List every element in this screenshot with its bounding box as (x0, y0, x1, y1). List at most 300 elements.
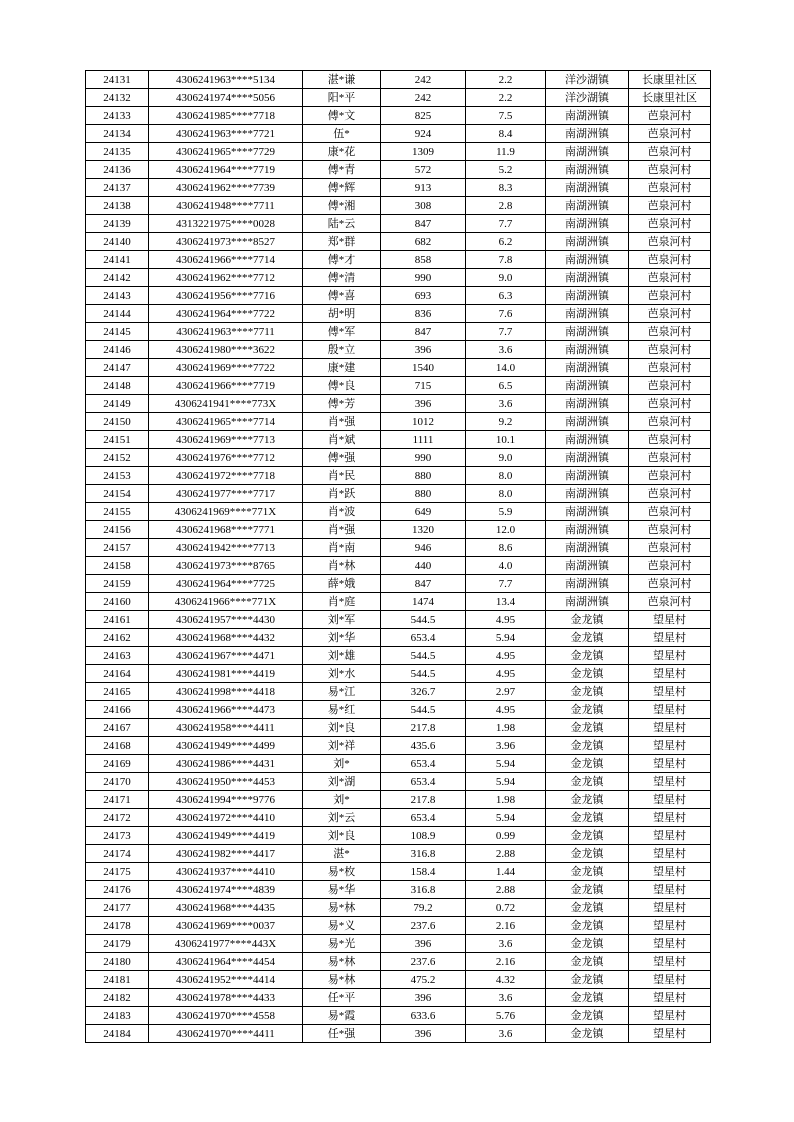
cell-quantity: 2.97 (466, 683, 546, 701)
cell-amount: 858 (381, 251, 466, 269)
cell-amount: 1474 (381, 593, 466, 611)
cell-village: 芭泉河村 (629, 107, 711, 125)
cell-serial-number: 24141 (86, 251, 149, 269)
cell-id-number: 4306241963****5134 (149, 71, 303, 89)
table-row (86, 269, 711, 287)
table-row (86, 1025, 711, 1043)
cell-name: 易*华 (303, 881, 381, 899)
cell-amount: 1309 (381, 143, 466, 161)
cell-quantity: 2.88 (466, 881, 546, 899)
cell-id-number: 4313221975****0028 (149, 215, 303, 233)
table-row (86, 377, 711, 395)
cell-name: 易*林 (303, 899, 381, 917)
table-row (86, 431, 711, 449)
cell-quantity: 3.6 (466, 1025, 546, 1043)
cell-town: 南湖洲镇 (546, 557, 629, 575)
cell-name: 阳*平 (303, 89, 381, 107)
cell-quantity: 5.94 (466, 773, 546, 791)
cell-quantity: 3.6 (466, 989, 546, 1007)
cell-town: 南湖洲镇 (546, 395, 629, 413)
cell-amount: 237.6 (381, 953, 466, 971)
cell-amount: 653.4 (381, 773, 466, 791)
cell-quantity: 7.8 (466, 251, 546, 269)
cell-village: 望星村 (629, 755, 711, 773)
cell-amount: 836 (381, 305, 466, 323)
cell-serial-number: 24131 (86, 71, 149, 89)
cell-amount: 435.6 (381, 737, 466, 755)
cell-amount: 544.5 (381, 701, 466, 719)
cell-quantity: 7.7 (466, 323, 546, 341)
cell-serial-number: 24158 (86, 557, 149, 575)
cell-village: 望星村 (629, 719, 711, 737)
cell-quantity: 1.44 (466, 863, 546, 881)
cell-amount: 847 (381, 323, 466, 341)
table-row (86, 737, 711, 755)
table-row (86, 341, 711, 359)
table-row (86, 503, 711, 521)
cell-village: 望星村 (629, 611, 711, 629)
cell-village: 长康里社区 (629, 71, 711, 89)
cell-village: 芭泉河村 (629, 539, 711, 557)
cell-serial-number: 24184 (86, 1025, 149, 1043)
cell-amount: 396 (381, 395, 466, 413)
cell-serial-number: 24159 (86, 575, 149, 593)
cell-serial-number: 24181 (86, 971, 149, 989)
cell-quantity: 5.2 (466, 161, 546, 179)
cell-town: 南湖洲镇 (546, 449, 629, 467)
cell-id-number: 4306241964****7722 (149, 305, 303, 323)
cell-amount: 653.4 (381, 809, 466, 827)
cell-id-number: 4306241950****4453 (149, 773, 303, 791)
cell-town: 南湖洲镇 (546, 251, 629, 269)
cell-name: 刘*良 (303, 719, 381, 737)
table-row (86, 1007, 711, 1025)
cell-village: 芭泉河村 (629, 503, 711, 521)
cell-serial-number: 24161 (86, 611, 149, 629)
cell-id-number: 4306241977****7717 (149, 485, 303, 503)
cell-serial-number: 24140 (86, 233, 149, 251)
table-row (86, 989, 711, 1007)
cell-serial-number: 24151 (86, 431, 149, 449)
table-row (86, 593, 711, 611)
cell-name: 易*林 (303, 971, 381, 989)
cell-amount: 682 (381, 233, 466, 251)
cell-town: 金龙镇 (546, 629, 629, 647)
cell-amount: 544.5 (381, 647, 466, 665)
cell-name: 易*林 (303, 953, 381, 971)
cell-town: 南湖洲镇 (546, 287, 629, 305)
cell-quantity: 1.98 (466, 719, 546, 737)
cell-town: 金龙镇 (546, 809, 629, 827)
cell-town: 金龙镇 (546, 899, 629, 917)
cell-town: 南湖洲镇 (546, 485, 629, 503)
cell-serial-number: 24178 (86, 917, 149, 935)
table-row (86, 701, 711, 719)
cell-id-number: 4306241963****7721 (149, 125, 303, 143)
cell-village: 望星村 (629, 773, 711, 791)
cell-name: 刘* (303, 791, 381, 809)
cell-village: 芭泉河村 (629, 431, 711, 449)
cell-quantity: 8.3 (466, 179, 546, 197)
cell-name: 郑*群 (303, 233, 381, 251)
cell-village: 芭泉河村 (629, 485, 711, 503)
cell-village: 芭泉河村 (629, 287, 711, 305)
cell-town: 金龙镇 (546, 647, 629, 665)
cell-village: 望星村 (629, 917, 711, 935)
cell-quantity: 7.7 (466, 215, 546, 233)
cell-id-number: 4306241962****7739 (149, 179, 303, 197)
cell-id-number: 4306241941****773X (149, 395, 303, 413)
cell-name: 殷*立 (303, 341, 381, 359)
cell-town: 金龙镇 (546, 845, 629, 863)
cell-amount: 544.5 (381, 611, 466, 629)
cell-id-number: 4306241980****3622 (149, 341, 303, 359)
table-row (86, 125, 711, 143)
cell-quantity: 3.6 (466, 935, 546, 953)
cell-village: 芭泉河村 (629, 467, 711, 485)
table-row (86, 827, 711, 845)
cell-quantity: 8.4 (466, 125, 546, 143)
cell-name: 刘*良 (303, 827, 381, 845)
cell-town: 金龙镇 (546, 989, 629, 1007)
cell-serial-number: 24152 (86, 449, 149, 467)
cell-town: 金龙镇 (546, 719, 629, 737)
cell-id-number: 4306241974****5056 (149, 89, 303, 107)
cell-town: 南湖洲镇 (546, 197, 629, 215)
cell-quantity: 6.5 (466, 377, 546, 395)
cell-serial-number: 24172 (86, 809, 149, 827)
table-row (86, 881, 711, 899)
table-row (86, 611, 711, 629)
table-row (86, 971, 711, 989)
cell-village: 芭泉河村 (629, 143, 711, 161)
cell-serial-number: 24134 (86, 125, 149, 143)
cell-town: 南湖洲镇 (546, 341, 629, 359)
cell-amount: 1320 (381, 521, 466, 539)
cell-serial-number: 24166 (86, 701, 149, 719)
cell-quantity: 4.95 (466, 611, 546, 629)
cell-town: 洋沙湖镇 (546, 71, 629, 89)
cell-quantity: 0.99 (466, 827, 546, 845)
table-row (86, 521, 711, 539)
cell-name: 傅*清 (303, 269, 381, 287)
cell-name: 傅*才 (303, 251, 381, 269)
cell-amount: 924 (381, 125, 466, 143)
table-row (86, 557, 711, 575)
cell-village: 芭泉河村 (629, 197, 711, 215)
cell-name: 肖*庭 (303, 593, 381, 611)
cell-amount: 1111 (381, 431, 466, 449)
cell-village: 望星村 (629, 953, 711, 971)
cell-serial-number: 24162 (86, 629, 149, 647)
cell-serial-number: 24163 (86, 647, 149, 665)
cell-town: 南湖洲镇 (546, 467, 629, 485)
cell-serial-number: 24179 (86, 935, 149, 953)
cell-town: 南湖洲镇 (546, 593, 629, 611)
cell-quantity: 1.98 (466, 791, 546, 809)
cell-village: 芭泉河村 (629, 521, 711, 539)
cell-town: 金龙镇 (546, 683, 629, 701)
cell-id-number: 4306241949****4419 (149, 827, 303, 845)
cell-quantity: 2.2 (466, 89, 546, 107)
cell-id-number: 4306241972****7718 (149, 467, 303, 485)
cell-id-number: 4306241969****7722 (149, 359, 303, 377)
cell-village: 望星村 (629, 989, 711, 1007)
table-row (86, 899, 711, 917)
cell-name: 傅*湘 (303, 197, 381, 215)
cell-name: 陆*云 (303, 215, 381, 233)
cell-quantity: 8.0 (466, 485, 546, 503)
cell-town: 南湖洲镇 (546, 431, 629, 449)
cell-name: 湛* (303, 845, 381, 863)
table-row (86, 449, 711, 467)
cell-serial-number: 24170 (86, 773, 149, 791)
cell-id-number: 4306241967****4471 (149, 647, 303, 665)
cell-village: 芭泉河村 (629, 125, 711, 143)
cell-serial-number: 24143 (86, 287, 149, 305)
cell-id-number: 4306241957****4430 (149, 611, 303, 629)
table-row (86, 233, 711, 251)
cell-village: 望星村 (629, 629, 711, 647)
cell-amount: 880 (381, 467, 466, 485)
cell-serial-number: 24168 (86, 737, 149, 755)
table-row (86, 719, 711, 737)
cell-name: 肖*民 (303, 467, 381, 485)
cell-amount: 396 (381, 341, 466, 359)
cell-village: 望星村 (629, 791, 711, 809)
cell-serial-number: 24176 (86, 881, 149, 899)
cell-id-number: 4306241966****7714 (149, 251, 303, 269)
cell-village: 望星村 (629, 1007, 711, 1025)
cell-name: 薛*娥 (303, 575, 381, 593)
table-row (86, 863, 711, 881)
cell-id-number: 4306241973****8527 (149, 233, 303, 251)
cell-amount: 316.8 (381, 881, 466, 899)
table-row (86, 197, 711, 215)
cell-town: 金龙镇 (546, 1025, 629, 1043)
cell-name: 傅*强 (303, 449, 381, 467)
cell-id-number: 4306241964****7719 (149, 161, 303, 179)
cell-town: 金龙镇 (546, 791, 629, 809)
table-row (86, 845, 711, 863)
cell-name: 刘*军 (303, 611, 381, 629)
cell-village: 芭泉河村 (629, 215, 711, 233)
cell-id-number: 4306241985****7718 (149, 107, 303, 125)
table-row (86, 305, 711, 323)
cell-town: 南湖洲镇 (546, 305, 629, 323)
cell-amount: 693 (381, 287, 466, 305)
cell-id-number: 4306241956****7716 (149, 287, 303, 305)
cell-name: 易*红 (303, 701, 381, 719)
cell-quantity: 2.2 (466, 71, 546, 89)
cell-amount: 990 (381, 449, 466, 467)
cell-quantity: 6.3 (466, 287, 546, 305)
cell-village: 望星村 (629, 845, 711, 863)
cell-name: 易*霞 (303, 1007, 381, 1025)
cell-quantity: 2.88 (466, 845, 546, 863)
table-row (86, 917, 711, 935)
cell-amount: 475.2 (381, 971, 466, 989)
cell-quantity: 14.0 (466, 359, 546, 377)
cell-town: 金龙镇 (546, 971, 629, 989)
cell-serial-number: 24144 (86, 305, 149, 323)
table-row (86, 107, 711, 125)
cell-village: 芭泉河村 (629, 557, 711, 575)
cell-quantity: 8.6 (466, 539, 546, 557)
cell-serial-number: 24154 (86, 485, 149, 503)
cell-village: 芭泉河村 (629, 395, 711, 413)
cell-village: 望星村 (629, 647, 711, 665)
cell-id-number: 4306241968****4435 (149, 899, 303, 917)
table-row (86, 953, 711, 971)
cell-amount: 1012 (381, 413, 466, 431)
cell-quantity: 3.6 (466, 341, 546, 359)
cell-id-number: 4306241966****7719 (149, 377, 303, 395)
cell-quantity: 6.2 (466, 233, 546, 251)
cell-village: 芭泉河村 (629, 359, 711, 377)
cell-id-number: 4306241937****4410 (149, 863, 303, 881)
records-table (85, 70, 711, 1043)
cell-amount: 158.4 (381, 863, 466, 881)
cell-amount: 108.9 (381, 827, 466, 845)
cell-amount: 847 (381, 215, 466, 233)
cell-town: 南湖洲镇 (546, 179, 629, 197)
cell-town: 南湖洲镇 (546, 161, 629, 179)
cell-serial-number: 24173 (86, 827, 149, 845)
table-row (86, 143, 711, 161)
cell-village: 望星村 (629, 827, 711, 845)
cell-town: 金龙镇 (546, 1007, 629, 1025)
table-row (86, 323, 711, 341)
cell-id-number: 4306241948****7711 (149, 197, 303, 215)
cell-id-number: 4306241986****4431 (149, 755, 303, 773)
cell-village: 望星村 (629, 935, 711, 953)
cell-village: 望星村 (629, 701, 711, 719)
cell-quantity: 5.94 (466, 809, 546, 827)
cell-amount: 990 (381, 269, 466, 287)
cell-town: 洋沙湖镇 (546, 89, 629, 107)
cell-amount: 544.5 (381, 665, 466, 683)
cell-name: 刘*雄 (303, 647, 381, 665)
cell-name: 傅*文 (303, 107, 381, 125)
cell-name: 刘*祥 (303, 737, 381, 755)
cell-town: 金龙镇 (546, 773, 629, 791)
cell-serial-number: 24145 (86, 323, 149, 341)
cell-quantity: 2.8 (466, 197, 546, 215)
cell-quantity: 4.32 (466, 971, 546, 989)
cell-village: 望星村 (629, 665, 711, 683)
cell-amount: 880 (381, 485, 466, 503)
cell-serial-number: 24138 (86, 197, 149, 215)
cell-village: 芭泉河村 (629, 449, 711, 467)
cell-village: 望星村 (629, 971, 711, 989)
cell-amount: 396 (381, 989, 466, 1007)
cell-id-number: 4306241972****4410 (149, 809, 303, 827)
cell-name: 肖*波 (303, 503, 381, 521)
cell-town: 金龙镇 (546, 737, 629, 755)
cell-town: 南湖洲镇 (546, 503, 629, 521)
cell-town: 南湖洲镇 (546, 125, 629, 143)
cell-name: 刘*云 (303, 809, 381, 827)
table-row (86, 755, 711, 773)
cell-id-number: 4306241969****7713 (149, 431, 303, 449)
table-row (86, 287, 711, 305)
cell-id-number: 4306241964****7725 (149, 575, 303, 593)
cell-id-number: 4306241966****4473 (149, 701, 303, 719)
cell-village: 长康里社区 (629, 89, 711, 107)
cell-id-number: 4306241969****771X (149, 503, 303, 521)
cell-quantity: 3.96 (466, 737, 546, 755)
cell-town: 南湖洲镇 (546, 233, 629, 251)
cell-amount: 440 (381, 557, 466, 575)
cell-serial-number: 24153 (86, 467, 149, 485)
cell-serial-number: 24157 (86, 539, 149, 557)
cell-quantity: 9.0 (466, 449, 546, 467)
cell-quantity: 2.16 (466, 953, 546, 971)
table-row (86, 935, 711, 953)
cell-amount: 242 (381, 71, 466, 89)
cell-amount: 217.8 (381, 719, 466, 737)
records-table-body (86, 71, 711, 1043)
cell-name: 傅*军 (303, 323, 381, 341)
table-row (86, 179, 711, 197)
cell-town: 金龙镇 (546, 701, 629, 719)
cell-name: 肖*跃 (303, 485, 381, 503)
table-row (86, 629, 711, 647)
cell-village: 望星村 (629, 683, 711, 701)
cell-town: 南湖洲镇 (546, 215, 629, 233)
cell-id-number: 4306241964****4454 (149, 953, 303, 971)
cell-village: 芭泉河村 (629, 323, 711, 341)
cell-serial-number: 24164 (86, 665, 149, 683)
cell-town: 金龙镇 (546, 917, 629, 935)
cell-village: 芭泉河村 (629, 593, 711, 611)
table-row (86, 251, 711, 269)
cell-amount: 237.6 (381, 917, 466, 935)
cell-town: 金龙镇 (546, 935, 629, 953)
table-row (86, 71, 711, 89)
cell-id-number: 4306241970****4558 (149, 1007, 303, 1025)
cell-serial-number: 24150 (86, 413, 149, 431)
cell-village: 望星村 (629, 863, 711, 881)
cell-quantity: 7.6 (466, 305, 546, 323)
cell-serial-number: 24136 (86, 161, 149, 179)
cell-town: 金龙镇 (546, 881, 629, 899)
cell-quantity: 5.76 (466, 1007, 546, 1025)
cell-name: 刘*水 (303, 665, 381, 683)
table-row (86, 809, 711, 827)
cell-quantity: 9.0 (466, 269, 546, 287)
table-row (86, 647, 711, 665)
cell-serial-number: 24135 (86, 143, 149, 161)
cell-town: 金龙镇 (546, 665, 629, 683)
cell-name: 傅*良 (303, 377, 381, 395)
table-row (86, 215, 711, 233)
cell-id-number: 4306241966****771X (149, 593, 303, 611)
cell-name: 傅*芳 (303, 395, 381, 413)
table-row (86, 665, 711, 683)
cell-town: 南湖洲镇 (546, 143, 629, 161)
cell-name: 任*强 (303, 1025, 381, 1043)
cell-quantity: 0.72 (466, 899, 546, 917)
cell-serial-number: 24146 (86, 341, 149, 359)
cell-amount: 308 (381, 197, 466, 215)
cell-name: 肖*强 (303, 521, 381, 539)
cell-name: 傅*喜 (303, 287, 381, 305)
cell-serial-number: 24174 (86, 845, 149, 863)
cell-amount: 79.2 (381, 899, 466, 917)
cell-quantity: 8.0 (466, 467, 546, 485)
